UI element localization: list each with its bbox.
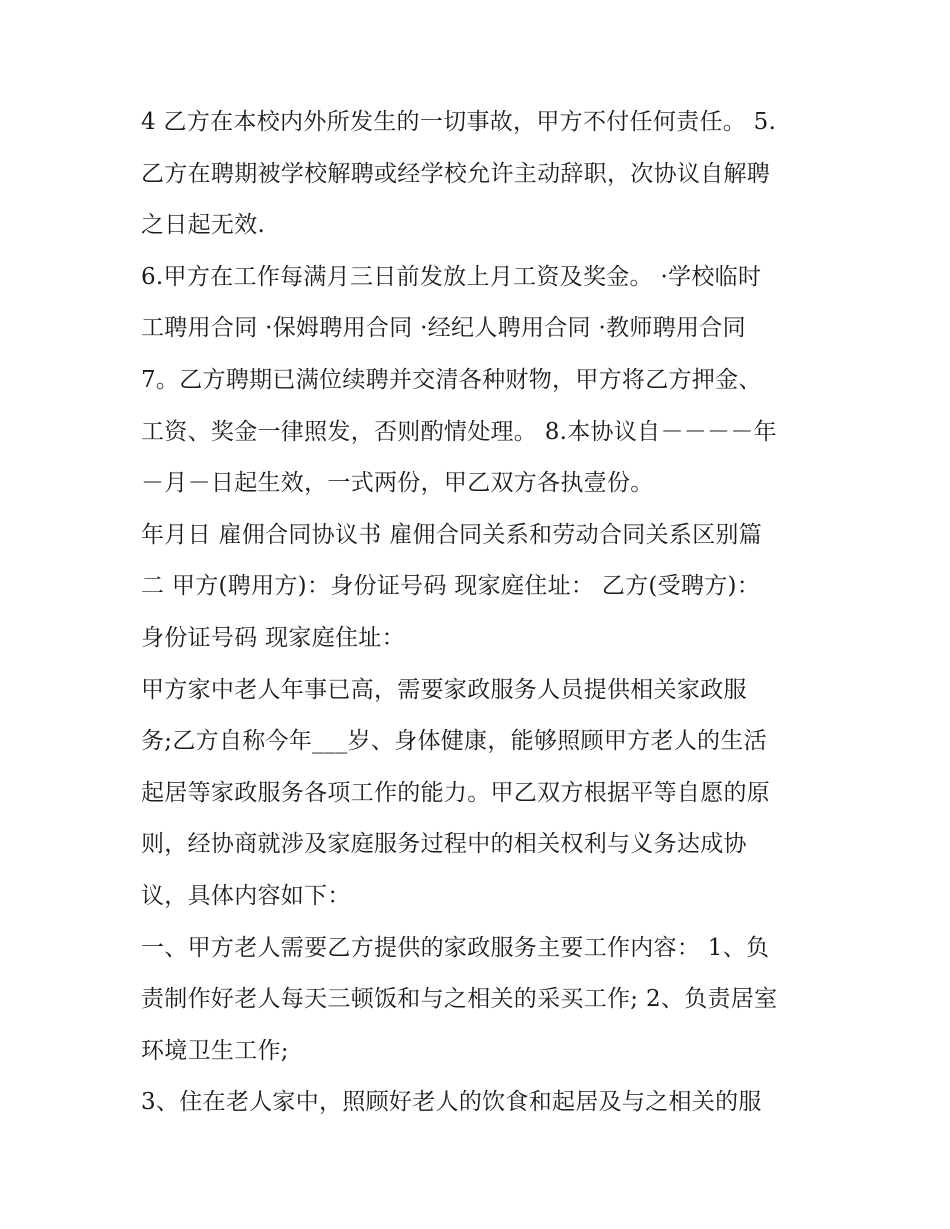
text-line: 3、住在老人家中，照顾好老人的饮食和起居及与之相关的服 xyxy=(141,1089,762,1116)
text-line: 4 乙方在本校内外所发生的一切事故，甲方不付任何责任。 5. xyxy=(141,109,777,135)
text-line: 6.甲方在工作每满月三日前发放上月工资及奖金。 ·学校临时 xyxy=(141,263,762,290)
text-line: 责制作好老人每天三顿饭和与之相关的采买工作; 2、负责居室 xyxy=(141,986,778,1013)
text-line: 甲方家中老人年事已高，需要家政服务人员提供相关家政服 xyxy=(141,676,747,703)
text-line: 工资、奖金一律照发，否则酌情处理。 8.本协议自－－－－年 xyxy=(141,418,777,445)
text-line: 7。乙方聘期已满位续聘并交清各种财物，甲方将乙方押金、 xyxy=(141,366,762,393)
text-line: 之日起无效. xyxy=(141,212,266,239)
text-line: 乙方在聘期被学校解聘或经学校允许主动辞职，次协议自解聘 xyxy=(141,160,771,187)
text-line: －月－日起生效，一式两份，甲乙双方各执壹份。 xyxy=(141,470,654,497)
text-line: 一、甲方老人需要乙方提供的家政服务主要工作内容： 1、负 xyxy=(141,934,770,961)
text-line: 环境卫生工作; xyxy=(141,1037,289,1064)
text-line: 身份证号码 现家庭住址： xyxy=(141,624,405,651)
text-line: 二 甲方(聘用方)：身份证号码 现家庭住址： 乙方(受聘方)： xyxy=(141,573,761,600)
text-line: 务;乙方自称今年___岁、身体健康，能够照顾甲方老人的生活 xyxy=(141,728,767,755)
text-line: 起居等家政服务各项工作的能力。甲乙双方根据平等自愿的原 xyxy=(141,779,771,806)
text-line: 则，经协商就涉及家庭服务过程中的相关权利与义务达成协 xyxy=(141,831,747,858)
text-line: 议，具体内容如下： xyxy=(141,882,351,909)
text-line: 年月日 雇佣合同协议书 雇佣合同关系和劳动合同关系区别篇 xyxy=(141,521,763,548)
text-line: 工聘用合同 ·保姆聘用合同 ·经纪人聘用合同 ·教师聘用合同 xyxy=(141,315,746,342)
document-body xyxy=(141,108,821,1140)
